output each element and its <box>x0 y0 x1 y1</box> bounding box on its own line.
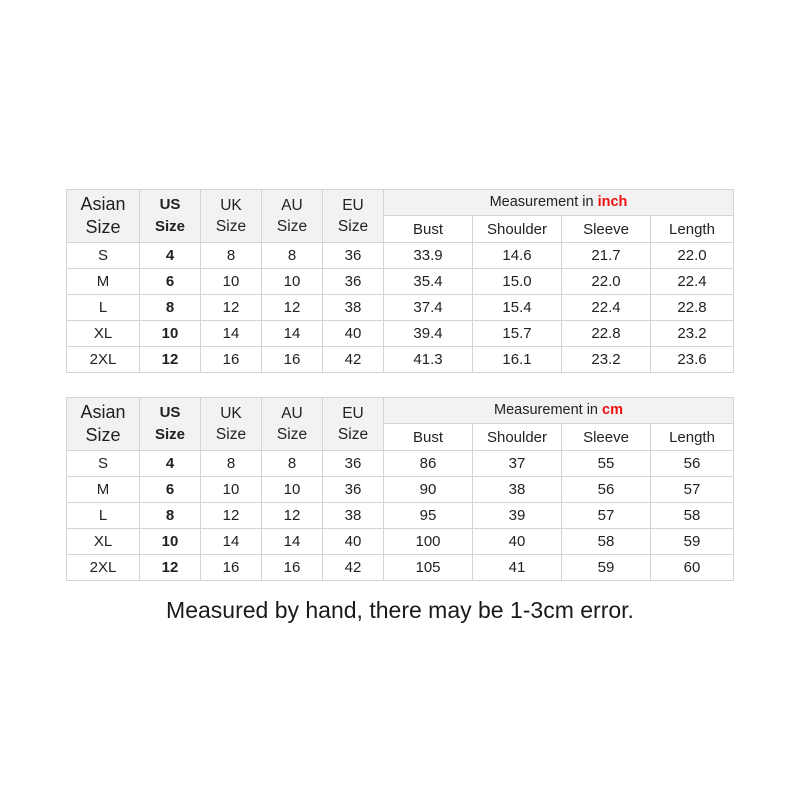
bust-cell: 37.4 <box>384 295 473 321</box>
length-cell: 23.6 <box>651 347 734 373</box>
bust-cell: 86 <box>384 451 473 477</box>
sleeve-cell: 22.0 <box>562 269 651 295</box>
uk-size-cell: 10 <box>201 269 262 295</box>
shoulder-cell: 37 <box>473 451 562 477</box>
asian-size-header: Asian Size <box>67 398 140 451</box>
sleeve-cell: 55 <box>562 451 651 477</box>
sleeve-cell: 22.8 <box>562 321 651 347</box>
shoulder-cell: 15.4 <box>473 295 562 321</box>
table-row <box>67 269 734 295</box>
measurement-note: Measured by hand, there may be 1-3cm error. <box>166 597 634 623</box>
size-table-inch <box>66 189 734 373</box>
us-size-cell: 4 <box>140 243 201 269</box>
shoulder-cell: 38 <box>473 477 562 503</box>
shoulder-cell: 15.7 <box>473 321 562 347</box>
shoulder-cell: 14.6 <box>473 243 562 269</box>
au-size-header: AU Size <box>262 190 323 243</box>
us-size-cell: 12 <box>140 347 201 373</box>
shoulder-cell: 41 <box>473 555 562 581</box>
us-size-cell: 8 <box>140 295 201 321</box>
table-row <box>67 295 734 321</box>
eu-size-cell: 38 <box>323 295 384 321</box>
table-row <box>67 451 734 477</box>
unit-label: cm <box>602 402 623 418</box>
eu-size-cell: 36 <box>323 477 384 503</box>
eu-size-cell: 36 <box>323 451 384 477</box>
us-size-cell: 12 <box>140 555 201 581</box>
us-size-header: US Size <box>140 190 201 243</box>
au-size-cell: 10 <box>262 269 323 295</box>
sleeve-cell: 59 <box>562 555 651 581</box>
eu-size-cell: 42 <box>323 555 384 581</box>
uk-size-cell: 16 <box>201 555 262 581</box>
length-cell: 23.2 <box>651 321 734 347</box>
bust-cell: 35.4 <box>384 269 473 295</box>
table-row <box>67 321 734 347</box>
asian-size-header: Asian Size <box>67 190 140 243</box>
eu-size-cell: 42 <box>323 347 384 373</box>
sleeve-header: Sleeve <box>562 424 651 451</box>
shoulder-cell: 40 <box>473 529 562 555</box>
bust-cell: 39.4 <box>384 321 473 347</box>
asian-size-cell: M <box>67 477 140 503</box>
table-row <box>67 503 734 529</box>
asian-size-cell: XL <box>67 321 140 347</box>
uk-size-cell: 10 <box>201 477 262 503</box>
uk-size-cell: 16 <box>201 347 262 373</box>
length-cell: 60 <box>651 555 734 581</box>
sleeve-cell: 58 <box>562 529 651 555</box>
eu-size-cell: 38 <box>323 503 384 529</box>
sleeve-cell: 56 <box>562 477 651 503</box>
asian-size-cell: S <box>67 451 140 477</box>
au-size-cell: 16 <box>262 555 323 581</box>
size-table-cm <box>66 397 734 581</box>
eu-size-cell: 36 <box>323 243 384 269</box>
au-size-cell: 8 <box>262 243 323 269</box>
bust-cell: 100 <box>384 529 473 555</box>
shoulder-cell: 39 <box>473 503 562 529</box>
sleeve-cell: 57 <box>562 503 651 529</box>
au-size-header: AU Size <box>262 398 323 451</box>
size-rows <box>67 243 734 373</box>
table-row <box>67 477 734 503</box>
shoulder-header: Shoulder <box>473 424 562 451</box>
table-row <box>67 243 734 269</box>
bust-header: Bust <box>384 424 473 451</box>
asian-size-cell: 2XL <box>67 347 140 373</box>
length-cell: 59 <box>651 529 734 555</box>
bust-cell: 33.9 <box>384 243 473 269</box>
size-rows <box>67 451 734 581</box>
eu-size-cell: 40 <box>323 321 384 347</box>
us-size-cell: 4 <box>140 451 201 477</box>
table-row <box>67 555 734 581</box>
bust-cell: 41.3 <box>384 347 473 373</box>
asian-size-cell: L <box>67 295 140 321</box>
header-row <box>67 190 734 216</box>
sleeve-cell: 21.7 <box>562 243 651 269</box>
us-size-header: US Size <box>140 398 201 451</box>
us-size-cell: 10 <box>140 321 201 347</box>
uk-size-cell: 14 <box>201 321 262 347</box>
bust-cell: 105 <box>384 555 473 581</box>
eu-size-cell: 40 <box>323 529 384 555</box>
au-size-cell: 14 <box>262 529 323 555</box>
shoulder-cell: 16.1 <box>473 347 562 373</box>
measurement-title: Measurement in inch <box>384 190 734 216</box>
asian-size-cell: M <box>67 269 140 295</box>
eu-size-header: EU Size <box>323 398 384 451</box>
length-cell: 22.0 <box>651 243 734 269</box>
length-cell: 22.4 <box>651 269 734 295</box>
header-row <box>67 398 734 424</box>
length-cell: 58 <box>651 503 734 529</box>
bust-header: Bust <box>384 216 473 243</box>
shoulder-header: Shoulder <box>473 216 562 243</box>
length-cell: 57 <box>651 477 734 503</box>
asian-size-cell: 2XL <box>67 555 140 581</box>
eu-size-header: EU Size <box>323 190 384 243</box>
uk-size-header: UK Size <box>201 398 262 451</box>
length-header: Length <box>651 216 734 243</box>
au-size-cell: 12 <box>262 503 323 529</box>
bust-cell: 95 <box>384 503 473 529</box>
sleeve-cell: 23.2 <box>562 347 651 373</box>
measurement-title: Measurement in cm <box>384 398 734 424</box>
uk-size-cell: 14 <box>201 529 262 555</box>
uk-size-cell: 8 <box>201 451 262 477</box>
us-size-cell: 6 <box>140 477 201 503</box>
uk-size-cell: 12 <box>201 503 262 529</box>
table-row <box>67 347 734 373</box>
au-size-cell: 16 <box>262 347 323 373</box>
shoulder-cell: 15.0 <box>473 269 562 295</box>
us-size-cell: 6 <box>140 269 201 295</box>
au-size-cell: 10 <box>262 477 323 503</box>
sleeve-header: Sleeve <box>562 216 651 243</box>
us-size-cell: 8 <box>140 503 201 529</box>
length-cell: 22.8 <box>651 295 734 321</box>
table-row <box>67 529 734 555</box>
bust-cell: 90 <box>384 477 473 503</box>
asian-size-cell: S <box>67 243 140 269</box>
unit-label: inch <box>597 194 628 210</box>
au-size-cell: 14 <box>262 321 323 347</box>
length-header: Length <box>651 424 734 451</box>
length-cell: 56 <box>651 451 734 477</box>
sleeve-cell: 22.4 <box>562 295 651 321</box>
asian-size-cell: L <box>67 503 140 529</box>
uk-size-header: UK Size <box>201 190 262 243</box>
au-size-cell: 12 <box>262 295 323 321</box>
uk-size-cell: 8 <box>201 243 262 269</box>
eu-size-cell: 36 <box>323 269 384 295</box>
asian-size-cell: XL <box>67 529 140 555</box>
us-size-cell: 10 <box>140 529 201 555</box>
uk-size-cell: 12 <box>201 295 262 321</box>
au-size-cell: 8 <box>262 451 323 477</box>
